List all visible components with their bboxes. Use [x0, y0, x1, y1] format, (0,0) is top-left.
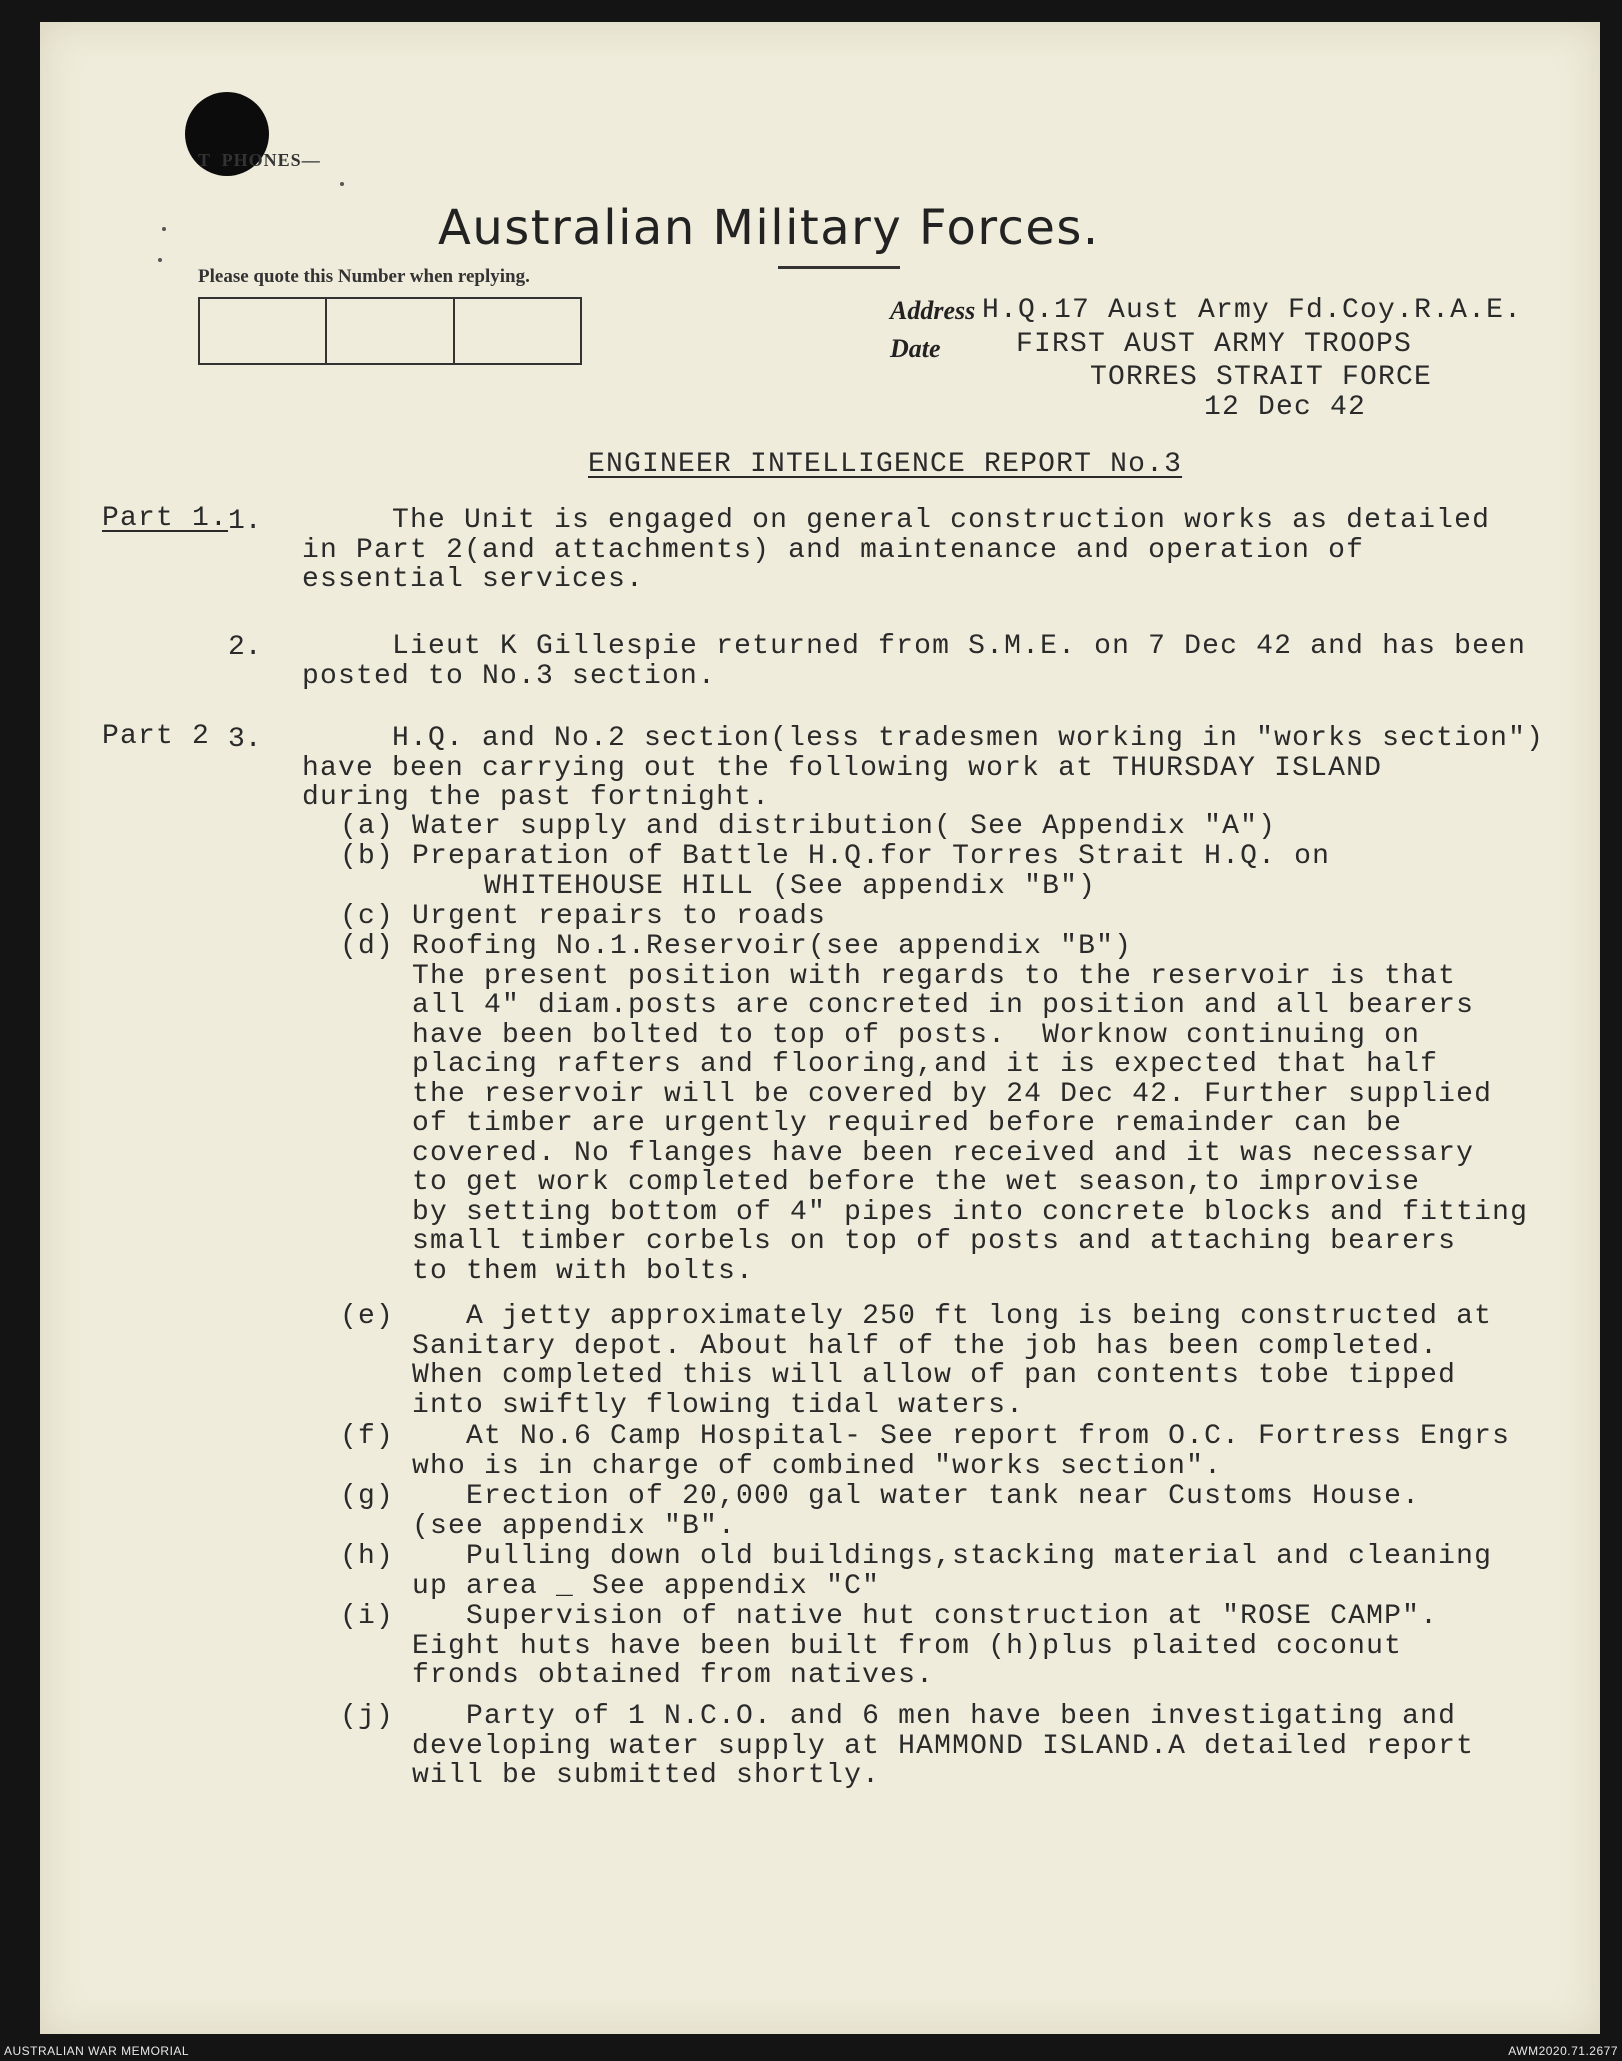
item-i-line: Eight huts have been built from (h)plus plaited coconut: [412, 1630, 1403, 1662]
item-d-line: Roofing No.1.Reservoir(see appendix "B"): [412, 931, 1133, 962]
footer-institution: AUSTRALIAN WAR MEMORIAL: [4, 2044, 190, 2058]
item-label: (h): [340, 1541, 395, 1572]
address-line-3: TORRES STRAIT FORCE: [1090, 362, 1433, 393]
part-2-label: Part 2: [102, 721, 211, 752]
item-d-line: by setting bottom of 4" pipes into concrete blocks and fitting: [412, 1196, 1529, 1228]
item-d-line: to them with bolts.: [412, 1255, 755, 1287]
item-d-line: covered. No flanges have been received and it was necessary: [412, 1137, 1475, 1169]
paragraph-2-line: posted to No.3 section.: [302, 660, 717, 692]
paragraph-1-line: The Unit is engaged on general construction works as detailed: [302, 505, 1491, 536]
document-page: [40, 22, 1600, 2034]
quote-number-note: Please quote this Number when replying.: [198, 266, 530, 287]
address-line-1: H.Q.17 Aust Army Fd.Coy.R.A.E.: [982, 295, 1523, 326]
title-rule: [778, 266, 900, 269]
report-title: ENGINEER INTELLIGENCE REPORT No.3: [588, 449, 1183, 480]
item-label: (j): [340, 1701, 395, 1732]
item-i-line: fronds obtained from natives.: [412, 1660, 935, 1691]
item-a-line: Water supply and distribution( See Appendix "A"): [412, 811, 1277, 842]
item-e-line: Sanitary depot. About half of the job has been completed.: [412, 1330, 1439, 1362]
item-e-line: A jetty approximately 250 ft long is being constructed at: [412, 1301, 1493, 1332]
item-j-line: Party of 1 N.C.O. and 6 men have been investigating and: [412, 1701, 1457, 1732]
item-g-line: (see appendix "B".: [412, 1510, 737, 1542]
date-label: Date: [890, 334, 941, 363]
paragraph-3-line: during the past fortnight.: [302, 782, 771, 813]
address-line-2: FIRST AUST ARMY TROOPS: [1016, 329, 1413, 360]
item-h-line: Pulling down old buildings,stacking material and cleaning: [412, 1541, 1493, 1572]
letterhead-title: Australian Military Forces.: [438, 200, 1100, 256]
paper-speck: [162, 227, 166, 231]
reference-box: [200, 299, 327, 363]
item-g-line: Erection of 20,000 gal water tank near Customs House.: [412, 1481, 1421, 1512]
item-c-line: Urgent repairs to roads: [412, 901, 827, 932]
footer-catalogue-number: AWM2020.71.2677: [1508, 2044, 1618, 2058]
item-h-line: up area _ See appendix "C": [412, 1570, 881, 1602]
item-d-line: placing rafters and flooring,and it is expected that half: [412, 1049, 1439, 1080]
item-e-line: into swiftly flowing tidal waters.: [412, 1389, 1025, 1421]
item-label: (i): [340, 1601, 395, 1632]
item-label: (c): [340, 901, 395, 932]
paragraph-1-line: essential services.: [302, 564, 645, 595]
item-d-line: to get work completed before the wet season,to improvise: [412, 1167, 1421, 1198]
item-j-line: will be submitted shortly.: [412, 1760, 881, 1791]
item-d-line: The present position with regards to the reservoir is that: [412, 960, 1457, 992]
item-d-line: all 4" diam.posts are concreted in position and all bearers: [412, 990, 1475, 1021]
item-label: (d): [340, 931, 395, 962]
reference-box: [455, 299, 580, 363]
telephones-label: T PHONES—: [198, 150, 321, 170]
paragraph-1-line: in Part 2(and attachments) and maintenance and operation of: [302, 534, 1365, 566]
item-e-line: When completed this will allow of pan contents tobe tipped: [412, 1360, 1457, 1391]
item-j-line: developing water supply at HAMMOND ISLAND.A detailed report: [412, 1730, 1475, 1762]
paragraph-3-line: have been carrying out the following work at THURSDAY ISLAND: [302, 752, 1383, 784]
paragraph-number: 3.: [228, 724, 262, 755]
item-i-line: Supervision of native hut construction at "ROSE CAMP".: [412, 1601, 1439, 1632]
item-b-line: Preparation of Battle H.Q.for Torres Strait H.Q. on: [412, 841, 1331, 872]
paragraph-number: 2.: [228, 632, 262, 663]
reference-number-boxes: [198, 297, 582, 365]
item-d-line: of timber are urgently required before remainder can be: [412, 1108, 1403, 1139]
report-date: 12 Dec 42: [1204, 392, 1367, 423]
item-d-line: the reservoir will be covered by 24 Dec 42. Further supplied: [412, 1078, 1493, 1110]
item-label: (b): [340, 841, 395, 872]
item-f-line: At No.6 Camp Hospital- See report from O.C. Fortress Engrs: [412, 1421, 1511, 1452]
paragraph-number: 1.: [228, 506, 262, 537]
item-label: (g): [340, 1481, 395, 1512]
paper-speck: [340, 182, 344, 186]
item-d-line: have been bolted to top of posts. Worknow continuing on: [412, 1019, 1421, 1051]
part-1-label: Part 1.: [102, 503, 229, 534]
item-label: (e): [340, 1301, 395, 1332]
item-label: (f): [340, 1421, 395, 1452]
address-label: Address: [890, 296, 976, 325]
reference-box: [327, 299, 454, 363]
item-label: (a): [340, 811, 395, 842]
paper-speck: [158, 258, 162, 262]
item-f-line: who is in charge of combined "works section".: [412, 1450, 1223, 1482]
item-d-line: small timber corbels on top of posts and attaching bearers: [412, 1226, 1457, 1257]
paragraph-2-line: Lieut K Gillespie returned from S.M.E. on 7 Dec 42 and has been: [302, 631, 1527, 662]
item-b-line: WHITEHOUSE HILL (See appendix "B"): [412, 870, 1097, 902]
paragraph-3-line: H.Q. and No.2 section(less tradesmen working in "works section"): [302, 723, 1545, 754]
